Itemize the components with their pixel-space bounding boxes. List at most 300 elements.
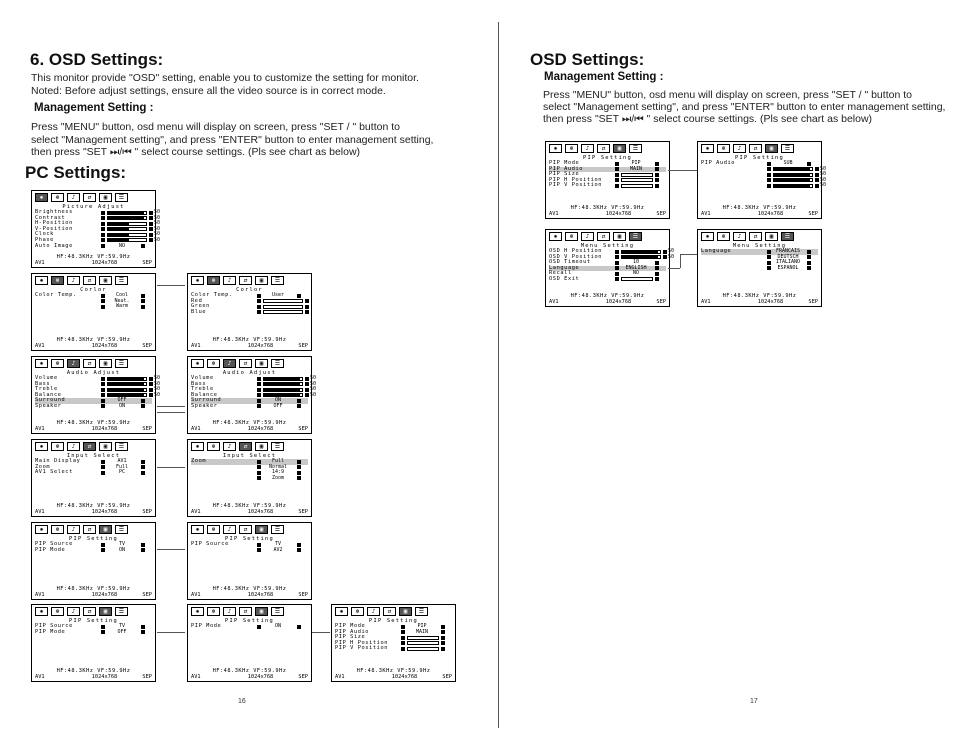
osd-row-value: MAIN [629, 165, 643, 172]
osd-resolution: 1024x768 [757, 211, 784, 217]
osd-row-label: Brightness [35, 209, 73, 215]
osd-status-footer [188, 337, 311, 349]
osd-row-value: 50 [310, 375, 317, 381]
picture-icon: ✸ [191, 276, 204, 285]
audio-icon: ♪ [733, 144, 746, 153]
input-icon: ⇄ [749, 144, 762, 153]
osd-resolution: 1024x768 [757, 299, 784, 305]
osd-panel [31, 604, 156, 682]
osd-row-value: 50 [154, 391, 161, 398]
color-icon: ⊛ [51, 193, 64, 202]
input-icon: ⇄ [749, 232, 762, 241]
picture-icon: ✸ [191, 525, 204, 534]
input-icon: ⇄ [239, 607, 252, 616]
osd-icon-bar [188, 440, 311, 452]
osd-row-value: 50 [820, 176, 827, 183]
osd-frequency: HF:48.3KHz VF:59.9Hz [56, 586, 131, 592]
input-icon: ⇄ [83, 193, 96, 202]
picture-icon: ✸ [35, 193, 48, 202]
osd-row-value: User [271, 292, 285, 298]
osd-panel [697, 141, 827, 219]
osd-icon-bar [546, 230, 669, 242]
osd-row-value: ON [118, 546, 126, 553]
osd-row-label: PIP Mode [191, 623, 222, 629]
osd-status-footer [32, 254, 155, 266]
color-icon: ⊛ [207, 442, 220, 451]
osd-resolution: 1024x768 [91, 343, 118, 349]
osd-frequency: HF:48.3KHz VF:59.9Hz [212, 668, 287, 674]
pip-icon: ▣ [99, 525, 112, 534]
osd-row-value: NO [632, 270, 640, 277]
osd-frequency: HF:48.3KHz VF:59.9Hz [570, 293, 645, 299]
osd-row-label: Balance [35, 391, 62, 398]
input-icon: ⇄ [83, 607, 96, 616]
osd-resolution: 1024x768 [91, 674, 118, 680]
pip-icon: ▣ [99, 193, 112, 202]
osd-icon-bar [32, 440, 155, 452]
osd-source: AV1 [191, 674, 201, 680]
osd-status-footer [546, 293, 669, 305]
osd-menu-title: Corlor [80, 287, 107, 293]
osd-row-value: MAIN [415, 628, 429, 635]
osd-status-footer [32, 420, 155, 432]
osd-row-label: Clock [35, 231, 54, 238]
audio-icon: ♪ [733, 232, 746, 241]
osd-mode: SEP [808, 299, 818, 305]
osd-row-label: Color Temp. [35, 292, 77, 298]
osd-row-value: 14:9 [271, 469, 285, 476]
osd-resolution: 1024x768 [91, 426, 118, 432]
color-icon: ⊛ [207, 607, 220, 616]
pip-icon: ▣ [99, 276, 112, 285]
menu-icon: ☰ [271, 276, 284, 285]
osd-row-value: TV [274, 541, 282, 547]
osd-resolution: 1024x768 [247, 343, 274, 349]
osd-menu-items [188, 375, 317, 410]
osd-row-value: PIP [417, 623, 427, 629]
pip-icon: ▣ [255, 525, 268, 534]
osd-row-value: Warm [115, 303, 129, 310]
osd-row-value: ENGLISH [625, 264, 647, 271]
osd-menu-items [32, 459, 155, 476]
osd-row-label: Zoom [191, 458, 207, 464]
osd-source: AV1 [191, 426, 201, 432]
osd-panel [187, 439, 312, 517]
osd-row-label: OSD Timeout [549, 259, 591, 266]
osd-row-label: OSD H Position [549, 248, 603, 254]
intro-line-1: This monitor provide "OSD" setting, enable you to customize the setting for monitor. [31, 72, 419, 84]
color-icon: ⊛ [717, 144, 730, 153]
osd-row-label: Contrast [35, 214, 66, 221]
osd-row-label: PIP Mode [549, 160, 580, 166]
osd-menu-row [35, 548, 152, 554]
osd-menu-items [698, 249, 821, 271]
pip-icon: ▣ [255, 607, 268, 616]
color-icon: ⊛ [51, 442, 64, 451]
osd-menu-row [35, 244, 152, 250]
osd-menu-title: PIP Setting [69, 618, 118, 624]
osd-row-label: PIP Size [335, 634, 366, 641]
picture-icon: ✸ [35, 442, 48, 451]
osd-menu-title: Audio Adjust [222, 370, 277, 376]
osd-menu-row [191, 310, 308, 316]
osd-mode: SEP [142, 260, 152, 266]
osd-source: AV1 [35, 260, 45, 266]
osd-row-label: Auto Image [35, 242, 73, 249]
osd-mode: SEP [142, 509, 152, 515]
osd-row-value: AV2 [273, 546, 283, 553]
mgmt-text-left-2: select "Management setting", and press "ENTER" button to enter management setting, [31, 134, 434, 146]
osd-menu-row [191, 548, 308, 554]
osd-row-value: 10 [632, 259, 640, 266]
osd-source: AV1 [35, 592, 45, 598]
color-icon: ⊛ [207, 276, 220, 285]
picture-icon: ✸ [549, 144, 562, 153]
menu-icon: ☰ [271, 442, 284, 451]
osd-menu-items [32, 209, 161, 249]
osd-frequency: HF:48.3KHz VF:59.9Hz [212, 586, 287, 592]
osd-source: AV1 [35, 674, 45, 680]
osd-menu-items [332, 624, 455, 652]
osd-frequency: HF:48.3KHz VF:59.9Hz [56, 503, 131, 509]
pc-settings-heading: PC Settings: [25, 163, 127, 182]
osd-menu-title: PIP Setting [225, 536, 274, 542]
osd-row-label: Language [701, 248, 732, 254]
osd-status-footer [698, 293, 821, 305]
mgmt-text-right-2: select "Management setting", and press "ENTER" button to enter management setting, [543, 101, 946, 113]
osd-row-value: ON [274, 397, 282, 404]
osd-panel [31, 439, 156, 517]
mgmt-text-left-1: Press "MENU" button, osd menu will display on screen, press "SET / " button to [31, 121, 400, 133]
osd-resolution: 1024x768 [247, 426, 274, 432]
osd-row-value: 50 [154, 214, 161, 221]
osd-row-value: 50 [310, 391, 317, 398]
osd-menu-items [698, 160, 827, 189]
osd-row-label: PIP V Position [549, 182, 603, 189]
connector-arrow [680, 254, 697, 255]
picture-icon: ✸ [191, 442, 204, 451]
osd-resolution: 1024x768 [247, 592, 274, 598]
osd-icon-bar [188, 523, 311, 535]
osd-icon-bar [188, 605, 311, 617]
picture-icon: ✸ [35, 607, 48, 616]
osd-menu-row [191, 476, 308, 482]
osd-status-footer [32, 586, 155, 598]
osd-panel [31, 273, 156, 351]
connector-arrow [157, 467, 185, 468]
osd-status-footer [188, 420, 311, 432]
osd-row-value: 50 [154, 380, 161, 387]
osd-row-label: Surround [35, 397, 66, 404]
audio-icon: ♪ [581, 232, 594, 241]
audio-icon: ♪ [67, 193, 80, 202]
osd-menu-items [188, 293, 311, 315]
osd-row-label: PIP Audio [335, 628, 370, 635]
osd-panel [545, 141, 670, 219]
osd-row-value: 50 [668, 253, 675, 260]
osd-menu-row [701, 182, 827, 189]
connector-arrow [668, 268, 680, 269]
osd-row-label: Main Display [35, 458, 81, 464]
osd-row-value: 50 [820, 182, 827, 189]
pip-icon: ▣ [99, 607, 112, 616]
osd-row-value: TV [118, 541, 126, 547]
osd-row-label: Surround [191, 397, 222, 404]
osd-menu-title: Input Select [222, 453, 277, 459]
input-icon: ⇄ [83, 442, 96, 451]
osd-panel [187, 522, 312, 600]
osd-menu-row [35, 404, 152, 410]
connector-arrow [157, 285, 185, 286]
osd-menu-row [35, 304, 152, 310]
osd-icon-bar [698, 230, 821, 242]
osd-panel [187, 356, 317, 434]
page-heading-left: 6. OSD Settings: [30, 50, 164, 69]
osd-panel [545, 229, 675, 307]
osd-panel [187, 273, 312, 351]
osd-icon-bar [32, 357, 155, 369]
osd-row-value: OFF [273, 402, 283, 409]
osd-source: AV1 [191, 592, 201, 598]
input-icon: ⇄ [83, 276, 96, 285]
osd-row-label: Color Temp. [191, 292, 233, 298]
menu-icon: ☰ [271, 607, 284, 616]
osd-frequency: HF:48.3KHz VF:59.9Hz [212, 420, 287, 426]
osd-menu-title: PIP Setting [735, 155, 784, 161]
color-icon: ⊛ [351, 607, 364, 616]
page-number-right: 17 [750, 698, 758, 705]
osd-panel [331, 604, 456, 682]
osd-source: AV1 [701, 299, 711, 305]
osd-row-value: Full [115, 463, 129, 470]
osd-row-value: OFF [117, 628, 127, 635]
pip-icon: ▣ [765, 144, 778, 153]
osd-resolution: 1024x768 [391, 674, 418, 680]
pip-icon: ▣ [99, 359, 112, 368]
osd-row-value: SUB [783, 160, 793, 166]
audio-icon: ♪ [67, 359, 80, 368]
pip-icon: ▣ [399, 607, 412, 616]
osd-row-label: Volume [191, 375, 214, 381]
osd-frequency: HF:48.3KHz VF:59.9Hz [56, 420, 131, 426]
osd-row-value: Zoom [271, 474, 285, 481]
picture-icon: ✸ [701, 232, 714, 241]
input-icon: ⇄ [239, 276, 252, 285]
connector-arrow [157, 406, 185, 407]
input-icon: ⇄ [239, 442, 252, 451]
pip-icon: ▣ [255, 276, 268, 285]
osd-icon-bar [188, 357, 311, 369]
osd-menu-row [35, 630, 152, 636]
picture-icon: ✸ [35, 276, 48, 285]
osd-row-value: 50 [668, 248, 675, 254]
osd-icon-bar [32, 523, 155, 535]
osd-menu-items [32, 542, 155, 553]
osd-menu-items [32, 375, 161, 410]
input-icon: ⇄ [597, 144, 610, 153]
osd-row-label: Bass [35, 380, 51, 387]
osd-frequency: HF:48.3KHz VF:59.9Hz [212, 337, 287, 343]
osd-row-label: PIP Source [191, 541, 229, 547]
pip-icon: ▣ [99, 442, 112, 451]
osd-mode: SEP [808, 211, 818, 217]
osd-row-label: Red [191, 297, 203, 304]
osd-resolution: 1024x768 [91, 260, 118, 266]
osd-mode: SEP [656, 211, 666, 217]
osd-status-footer [32, 503, 155, 515]
osd-row-value: 50 [820, 171, 827, 178]
osd-resolution: 1024x768 [605, 211, 632, 217]
osd-frequency: HF:48.3KHz VF:59.9Hz [356, 668, 431, 674]
osd-row-value: 50 [154, 220, 161, 227]
osd-mode: SEP [298, 592, 308, 598]
input-icon: ⇄ [597, 232, 610, 241]
osd-menu-items [188, 542, 311, 553]
osd-menu-title: Input Select [66, 453, 121, 459]
osd-menu-row [335, 646, 452, 652]
osd-row-label: Treble [35, 386, 58, 393]
color-icon: ⊛ [717, 232, 730, 241]
osd-status-footer [188, 586, 311, 598]
color-icon: ⊛ [565, 144, 578, 153]
osd-row-value: 50 [154, 386, 161, 393]
osd-menu-title: PIP Setting [583, 155, 632, 161]
osd-mode: SEP [142, 674, 152, 680]
osd-icon-bar [546, 142, 669, 154]
osd-source: AV1 [191, 509, 201, 515]
audio-icon: ♪ [223, 276, 236, 285]
osd-resolution: 1024x768 [247, 509, 274, 515]
osd-frequency: HF:48.3KHz VF:59.9Hz [570, 205, 645, 211]
osd-mode: SEP [298, 509, 308, 515]
osd-menu-title: Corlor [236, 287, 263, 293]
osd-frequency: HF:48.3KHz VF:59.9Hz [722, 293, 797, 299]
page-divider [498, 22, 499, 728]
osd-row-label: Recall [549, 270, 572, 277]
osd-menu-title: Audio Adjust [66, 370, 121, 376]
mgmt-heading-right: Management Setting : [544, 71, 664, 83]
osd-row-label: PIP Source [35, 541, 73, 547]
osd-status-footer [32, 668, 155, 680]
color-icon: ⊛ [565, 232, 578, 241]
osd-row-label: PIP Source [35, 623, 73, 629]
osd-menu-row [191, 624, 308, 630]
osd-row-value: ITALIANO [775, 259, 801, 266]
menu-icon: ☰ [629, 144, 642, 153]
osd-menu-row [191, 404, 308, 410]
pip-icon: ▣ [255, 442, 268, 451]
osd-row-value: AV1 [117, 458, 127, 464]
audio-icon: ♪ [223, 525, 236, 534]
osd-row-value: DEUTSCH [777, 253, 799, 260]
osd-menu-title: Menu Setting [580, 243, 635, 249]
osd-row-value: Cool [115, 292, 129, 298]
osd-icon-bar [698, 142, 821, 154]
osd-frequency: HF:48.3KHz VF:59.9Hz [56, 254, 131, 260]
page-heading-right: OSD Settings: [530, 50, 645, 69]
osd-source: AV1 [35, 426, 45, 432]
osd-row-value: ON [118, 402, 126, 409]
mgmt-text-right-3: then press "SET ⏭/⏮ " select course settings. (Pls see chart as below) [543, 113, 873, 125]
audio-icon: ♪ [223, 359, 236, 368]
osd-row-label: PIP H Position [335, 639, 389, 646]
audio-icon: ♪ [67, 607, 80, 616]
picture-icon: ✸ [191, 607, 204, 616]
mgmt-heading-left: Management Setting : [34, 102, 154, 114]
connector-arrow [668, 170, 697, 171]
osd-source: AV1 [335, 674, 345, 680]
page-number-left: 16 [238, 698, 246, 705]
osd-row-label: Green [191, 303, 210, 310]
osd-frequency: HF:48.3KHz VF:59.9Hz [722, 205, 797, 211]
picture-icon: ✸ [35, 525, 48, 534]
osd-status-footer [188, 668, 311, 680]
osd-menu-title: PIP Setting [369, 618, 418, 624]
osd-frequency: HF:48.3KHz VF:59.9Hz [212, 503, 287, 509]
osd-row-label: PIP Mode [35, 546, 66, 553]
osd-row-label: Zoom [35, 463, 51, 470]
connector-arrow [157, 412, 185, 413]
osd-menu-items [188, 459, 311, 481]
input-icon: ⇄ [239, 359, 252, 368]
input-icon: ⇄ [83, 359, 96, 368]
osd-menu-row [35, 470, 152, 476]
osd-row-value: NO [118, 242, 126, 249]
osd-source: AV1 [701, 211, 711, 217]
pip-icon: ▣ [613, 144, 626, 153]
osd-mode: SEP [442, 674, 452, 680]
osd-row-value: PIP [631, 160, 641, 166]
osd-resolution: 1024x768 [247, 674, 274, 680]
osd-row-value: 50 [820, 165, 827, 172]
osd-menu-items [32, 624, 155, 635]
osd-source: AV1 [549, 211, 559, 217]
menu-icon: ☰ [271, 359, 284, 368]
osd-row-value: Neut. [114, 297, 130, 304]
osd-row-label: Speaker [35, 402, 62, 409]
osd-panel [31, 356, 161, 434]
osd-row-label: PIP Mode [335, 623, 366, 629]
osd-menu-title: Menu Setting [732, 243, 787, 249]
connector-arrow [157, 549, 185, 550]
osd-row-value: ON [274, 623, 282, 629]
osd-row-label: PIP Mode [35, 628, 66, 635]
osd-row-value: ESPANOL [777, 264, 799, 271]
color-icon: ⊛ [51, 276, 64, 285]
osd-source: AV1 [549, 299, 559, 305]
mgmt-text-right-1: Press "MENU" button, osd menu will display on screen, press "SET / " button to [543, 89, 912, 101]
intro-line-2: Noted: Before adjust settings, ensure all the video source is in correct mode. [31, 85, 386, 97]
osd-frequency: HF:48.3KHz VF:59.9Hz [56, 668, 131, 674]
picture-icon: ✸ [335, 607, 348, 616]
osd-status-footer [32, 337, 155, 349]
osd-mode: SEP [142, 426, 152, 432]
osd-menu-row [549, 277, 666, 283]
osd-icon-bar [332, 605, 455, 617]
osd-mode: SEP [142, 343, 152, 349]
picture-icon: ✸ [549, 232, 562, 241]
menu-icon: ☰ [781, 144, 794, 153]
audio-icon: ♪ [67, 525, 80, 534]
osd-row-label: Balance [191, 391, 218, 398]
menu-icon: ☰ [115, 359, 128, 368]
osd-row-label: Phase [35, 236, 54, 243]
osd-row-label: AV1 Select [35, 469, 73, 476]
osd-row-value: OFF [117, 397, 127, 404]
color-icon: ⊛ [51, 525, 64, 534]
osd-row-label: PIP V Position [335, 645, 389, 652]
osd-row-label: PIP Size [549, 171, 580, 178]
